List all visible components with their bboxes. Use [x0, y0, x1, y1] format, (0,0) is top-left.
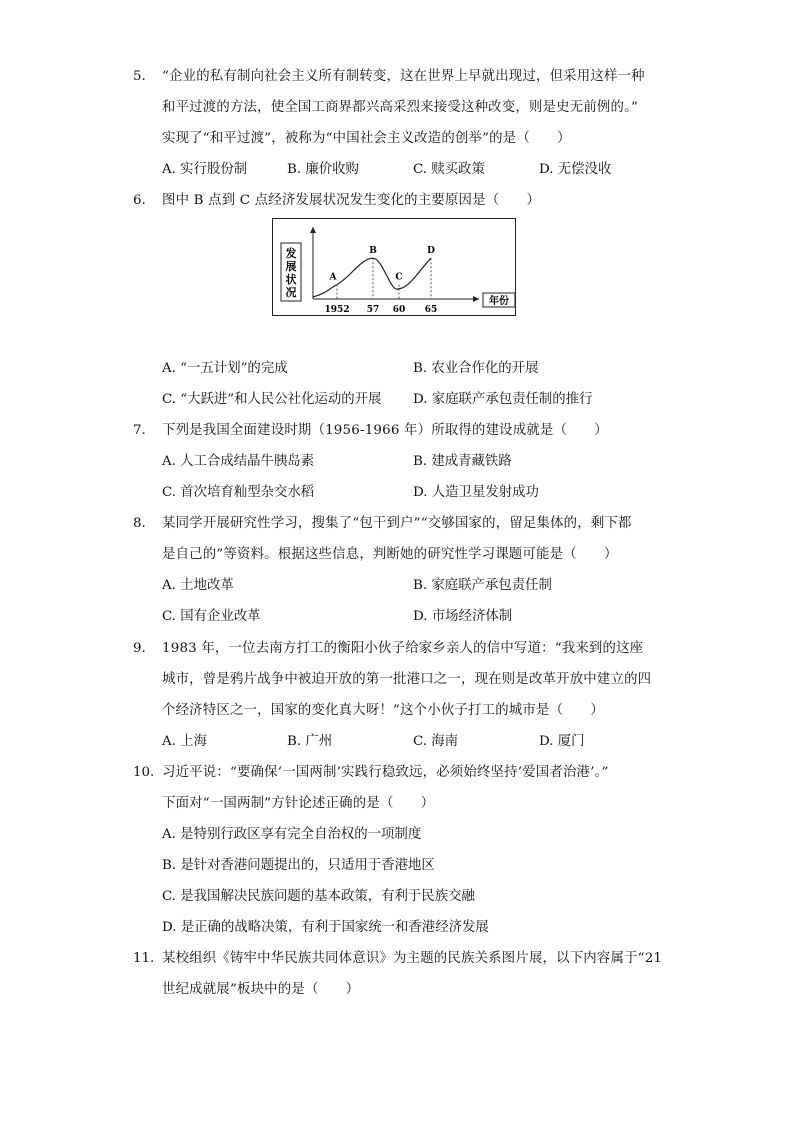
ylabel-char: 发 [285, 247, 297, 260]
option-d[interactable]: D. 市场经济体制 [413, 609, 513, 624]
ylabel-char: 况 [285, 286, 297, 299]
option-a[interactable]: A. “一五计划”的完成 [162, 361, 288, 376]
x-tick-label: 1952 [324, 305, 350, 315]
point-label-c: C [395, 272, 403, 283]
option-a[interactable]: A. 是特别行政区享有完全自治权的一项制度 [162, 827, 422, 842]
question-number: 5. [133, 69, 146, 84]
option-c[interactable]: C. 赎买政策 [413, 162, 485, 177]
option-b[interactable]: B. 建成青藏铁路 [413, 454, 512, 469]
option-a[interactable]: A. 人工合成结晶牛胰岛素 [162, 454, 315, 469]
question-text: 个经济特区之一，国家的变化真大呀！”这个小伙子打工的城市是（ ） [162, 703, 604, 718]
option-c[interactable]: C. 国有企业改革 [162, 609, 261, 624]
question-number: 8. [133, 516, 146, 531]
point-label-d: D [427, 246, 435, 257]
point-label-a: A [329, 272, 337, 283]
option-d[interactable]: D. 人造卫星发射成功 [413, 485, 539, 500]
option-a[interactable]: A. 上海 [162, 734, 207, 749]
question-number: 9. [133, 641, 146, 656]
question-text: 图中 B 点到 C 点经济发展状况发生变化的主要原因是（ ） [162, 193, 541, 208]
question-text: 某校组织《铸牢中华民族共同体意识》为主题的民族关系图片展，以下内容属于“21 [162, 951, 663, 966]
xlabel: 年份 [489, 296, 509, 307]
y-axis-arrow [310, 227, 316, 233]
option-c[interactable]: C. “大跃进”和人民公社化运动的开展 [162, 392, 382, 407]
question-text: 下列是我国全面建设时期（1956-1966 年）所取得的建设成就是（ ） [162, 423, 608, 438]
question-text: 是自己的”等资料。根据这些信息，判断她的研究性学习课题可能是（ ） [162, 547, 618, 562]
ylabel-char: 状 [285, 273, 297, 286]
x-tick-label: 57 [366, 305, 380, 315]
ylabel-char: 展 [285, 260, 297, 273]
option-b[interactable]: B. 是针对香港问题提出的，只适用于香港地区 [162, 858, 435, 873]
option-a[interactable]: A. 实行股份制 [162, 162, 248, 177]
option-c[interactable]: C. 海南 [413, 734, 459, 749]
option-c[interactable]: C. 首次培育籼型杂交水稻 [162, 485, 315, 500]
option-d[interactable]: D. 是正确的战略决策，有利于国家统一和香港经济发展 [162, 920, 489, 935]
option-d[interactable]: D. 无偿没收 [539, 162, 612, 177]
option-b[interactable]: B. 廉价收购 [287, 162, 359, 177]
question-text: 和平过渡的方法，使全国工商界都兴高采烈来接受这种改变，则是史无前例的。” [162, 100, 639, 115]
point-label-b: B [369, 246, 377, 257]
question-number: 7. [133, 423, 146, 438]
option-d[interactable]: D. 家庭联产承包责任制的推行 [413, 392, 593, 407]
question-text: 城市，曾是鸦片战争中被迫开放的第一批港口之一，现在则是改革开放中建立的四 [162, 672, 652, 687]
x-tick-label: 60 [392, 305, 406, 315]
option-b[interactable]: B. 广州 [287, 734, 333, 749]
option-b[interactable]: B. 家庭联产承包责任制 [413, 578, 552, 593]
x-tick-label: 65 [424, 305, 438, 315]
option-d[interactable]: D. 厦门 [539, 734, 585, 749]
question-number: 11. [133, 951, 155, 966]
question-text: 某同学开展研究性学习，搜集了“包干到户”“交够国家的，留足集体的，剩下都 [162, 516, 632, 531]
question-text: 习近平说：“要确保‘一国两制’实践行稳致远，必须始终坚持‘爱国者治港’。” [162, 765, 609, 780]
question-text: “企业的私有制向社会主义所有制转变，这在世界上早就出现过，但采用这样一种 [162, 69, 645, 84]
x-axis-arrow [473, 296, 479, 302]
question-text: 1983 年，一位去南方打工的衡阳小伙子给家乡亲人的信中写道：“我来到的这座 [162, 641, 644, 656]
question-number: 6. [133, 193, 146, 208]
question-text: 世纪成就展”板块中的是（ ） [162, 982, 360, 997]
chart-svg [273, 219, 517, 317]
option-b[interactable]: B. 农业合作化的开展 [413, 361, 539, 376]
option-a[interactable]: A. 土地改革 [162, 578, 234, 593]
question-text: 下面对“一国两制”方针论述正确的是（ ） [162, 796, 435, 811]
question-text: 实现了“和平过渡”，被称为“中国社会主义改造的创举”的是（ ） [162, 131, 571, 146]
option-c[interactable]: C. 是我国解决民族问题的基本政策，有利于民族交融 [162, 889, 475, 904]
question-number: 10. [133, 765, 155, 780]
economic-development-chart [272, 218, 516, 316]
